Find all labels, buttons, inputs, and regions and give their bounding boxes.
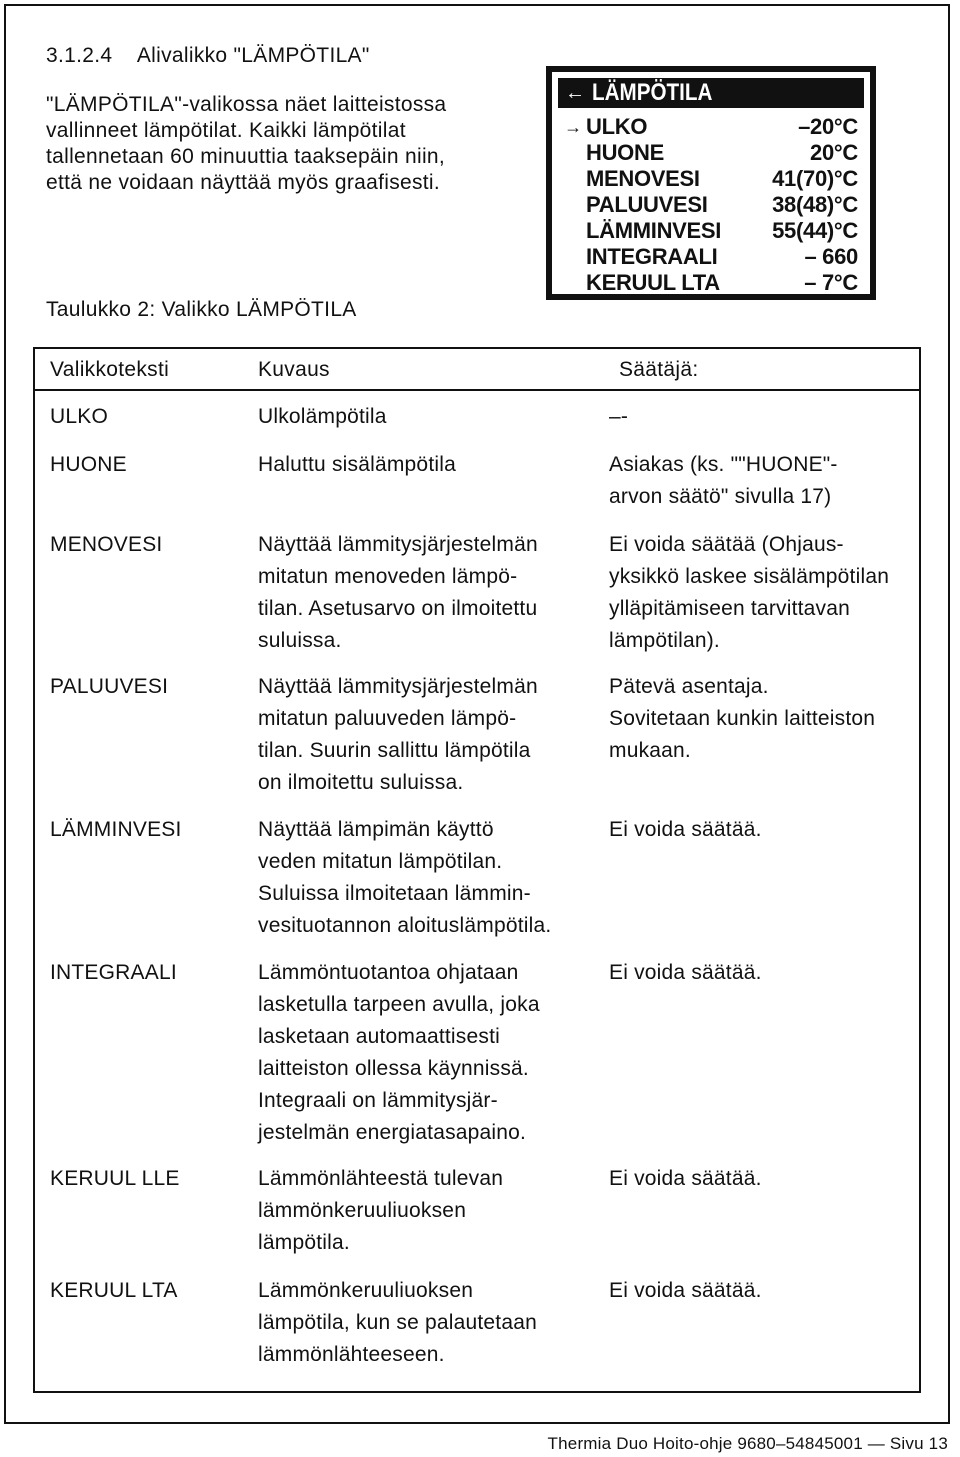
- intro-paragraph: [46, 92, 516, 196]
- lcd-row: [560, 244, 862, 270]
- description-line: Näyttää lämpimän käyttö: [258, 818, 494, 841]
- description-line: laitteiston ollessa käynnissä.: [258, 1057, 529, 1080]
- lcd-display: [546, 66, 876, 300]
- description-line: lasketaan automaattisesti: [258, 1025, 500, 1048]
- lcd-row: [560, 218, 862, 244]
- lcd-row-value: 38(48)°C: [772, 192, 858, 217]
- adjuster-line: Ei voida säätää (Ohjaus-: [609, 533, 844, 556]
- adjuster-line: Asiakas (ks. ""HUONE"-: [609, 453, 838, 476]
- lcd-row-value: 55(44)°C: [772, 218, 858, 243]
- adjuster-line: arvon säätö" sivulla 17): [609, 485, 832, 508]
- adjuster-line: mukaan.: [609, 739, 691, 762]
- lcd-row-label: ULKO: [586, 114, 648, 139]
- description-line: vesituotannon aloituslämpötila.: [258, 914, 552, 937]
- description-line: lasketulla tarpeen avulla, joka: [258, 993, 540, 1016]
- row-menu-text: KERUUL LLE: [50, 1167, 180, 1190]
- page-footer: Thermia Duo Hoito-ohje 9680–54845001 — Sivu 13: [547, 1434, 948, 1453]
- adjuster-line: ylläpitämiseen tarvittavan: [609, 597, 850, 620]
- row-menu-text: ULKO: [50, 405, 108, 428]
- adjuster-line: –-: [609, 405, 629, 428]
- lcd-row-label: LÄMMINVESI: [586, 218, 722, 243]
- description-line: lämmönlähteeseen.: [258, 1343, 445, 1366]
- lcd-row-label: HUONE: [586, 140, 664, 165]
- lcd-header: [558, 78, 864, 108]
- header-adjuster: Säätäjä:: [619, 358, 699, 381]
- lcd-row-label: MENOVESI: [586, 166, 700, 191]
- row-description: [258, 449, 608, 481]
- description-line: Lämmönlähteestä tulevan: [258, 1167, 504, 1190]
- lcd-row-value: – 7°C: [804, 270, 858, 295]
- adjuster-line: Pätevä asentaja.: [609, 675, 769, 698]
- row-menu-text: PALUUVESI: [50, 675, 169, 698]
- description-line: Ulkolämpötila: [258, 405, 387, 428]
- row-description: [258, 1163, 608, 1259]
- row-adjuster: [609, 957, 919, 989]
- row-menu-text: INTEGRAALI: [50, 961, 177, 984]
- table-caption: Taulukko 2: Valikko LÄMPÖTILA: [46, 298, 357, 321]
- adjuster-line: Ei voida säätää.: [609, 818, 762, 841]
- adjuster-line: Ei voida säätää.: [609, 1167, 762, 1190]
- lcd-row: [560, 270, 862, 296]
- description-line: Suluissa ilmoitetaan lämmin-: [258, 882, 531, 905]
- lcd-row: [560, 166, 862, 192]
- lcd-row-value: 20°C: [810, 140, 858, 165]
- row-menu-text: HUONE: [50, 453, 127, 476]
- row-adjuster: [609, 814, 919, 846]
- row-adjuster: [609, 449, 919, 513]
- row-description: [258, 671, 608, 799]
- description-line: Näyttää lämmitysjärjestelmän: [258, 675, 538, 698]
- lcd-row-label: KERUUL LTA: [586, 270, 720, 295]
- intro-line: että ne voidaan näyttää myös graafisesti.: [46, 171, 441, 194]
- row-adjuster: [609, 1163, 919, 1195]
- description-line: Haluttu sisälämpötila: [258, 453, 456, 476]
- lcd-row-value: 41(70)°C: [772, 166, 858, 191]
- adjuster-line: Ei voida säätää.: [609, 961, 762, 984]
- table-header-row: [35, 349, 919, 391]
- lcd-row: [560, 114, 862, 140]
- row-menu-text: MENOVESI: [50, 533, 163, 556]
- description-line: jestelmän energiatasapaino.: [258, 1121, 527, 1144]
- selection-arrow-icon: →: [564, 116, 582, 137]
- adjuster-line: Sovitetaan kunkin laitteiston: [609, 707, 876, 730]
- lcd-title: LÄMPÖTILA: [592, 79, 713, 106]
- back-arrow-icon: ←: [565, 81, 585, 104]
- section-heading: [46, 44, 370, 68]
- adjuster-line: lämpötilan).: [609, 629, 720, 652]
- description-line: suluissa.: [258, 629, 342, 652]
- intro-line: tallennetaan 60 minuuttia taaksepäin niin,: [46, 145, 446, 168]
- description-line: Lämmöntuotantoa ohjataan: [258, 961, 519, 984]
- row-description: [258, 957, 608, 1149]
- header-menu-text: Valikkoteksti: [50, 358, 170, 381]
- description-line: mitatun paluuveden lämpö-: [258, 707, 517, 730]
- section-title: Alivalikko "LÄMPÖTILA": [136, 44, 370, 67]
- description-line: lämpötila, kun se palautetaan: [258, 1311, 537, 1334]
- lcd-row-value: –20°C: [798, 114, 858, 139]
- intro-line: vallinneet lämpötilat. Kaikki lämpötilat: [46, 119, 406, 142]
- row-description: [258, 401, 608, 433]
- description-line: tilan. Asetusarvo on ilmoitettu: [258, 597, 538, 620]
- intro-line: "LÄMPÖTILA"-valikossa näet laitteistossa: [46, 93, 447, 116]
- row-adjuster: [609, 671, 919, 767]
- lcd-row-label: INTEGRAALI: [586, 244, 718, 269]
- description-line: lämpötila.: [258, 1231, 350, 1254]
- row-description: [258, 814, 608, 942]
- lcd-row: [560, 140, 862, 166]
- menu-table: [33, 347, 921, 1393]
- description-line: veden mitatun lämpötilan.: [258, 850, 503, 873]
- description-line: mitatun menoveden lämpö-: [258, 565, 518, 588]
- row-adjuster: [609, 1275, 919, 1307]
- row-adjuster: [609, 401, 919, 433]
- row-menu-text: LÄMMINVESI: [50, 818, 182, 841]
- description-line: lämmönkeruuliuoksen: [258, 1199, 467, 1222]
- description-line: on ilmoitettu suluissa.: [258, 771, 464, 794]
- adjuster-line: yksikkö laskee sisälämpötilan: [609, 565, 890, 588]
- lcd-row-value: – 660: [804, 244, 858, 269]
- row-adjuster: [609, 529, 919, 657]
- description-line: Näyttää lämmitysjärjestelmän: [258, 533, 538, 556]
- row-description: [258, 529, 608, 657]
- lcd-row: [560, 192, 862, 218]
- lcd-row-label: PALUUVESI: [586, 192, 708, 217]
- section-number: 3.1.2.4: [46, 44, 113, 67]
- header-description: Kuvaus: [258, 358, 330, 381]
- description-line: Lämmönkeruuliuoksen: [258, 1279, 474, 1302]
- row-description: [258, 1275, 608, 1371]
- adjuster-line: Ei voida säätää.: [609, 1279, 762, 1302]
- row-menu-text: KERUUL LTA: [50, 1279, 178, 1302]
- lcd-rows: [560, 114, 862, 296]
- description-line: Integraali on lämmitysjär-: [258, 1089, 498, 1112]
- description-line: tilan. Suurin sallittu lämpötila: [258, 739, 531, 762]
